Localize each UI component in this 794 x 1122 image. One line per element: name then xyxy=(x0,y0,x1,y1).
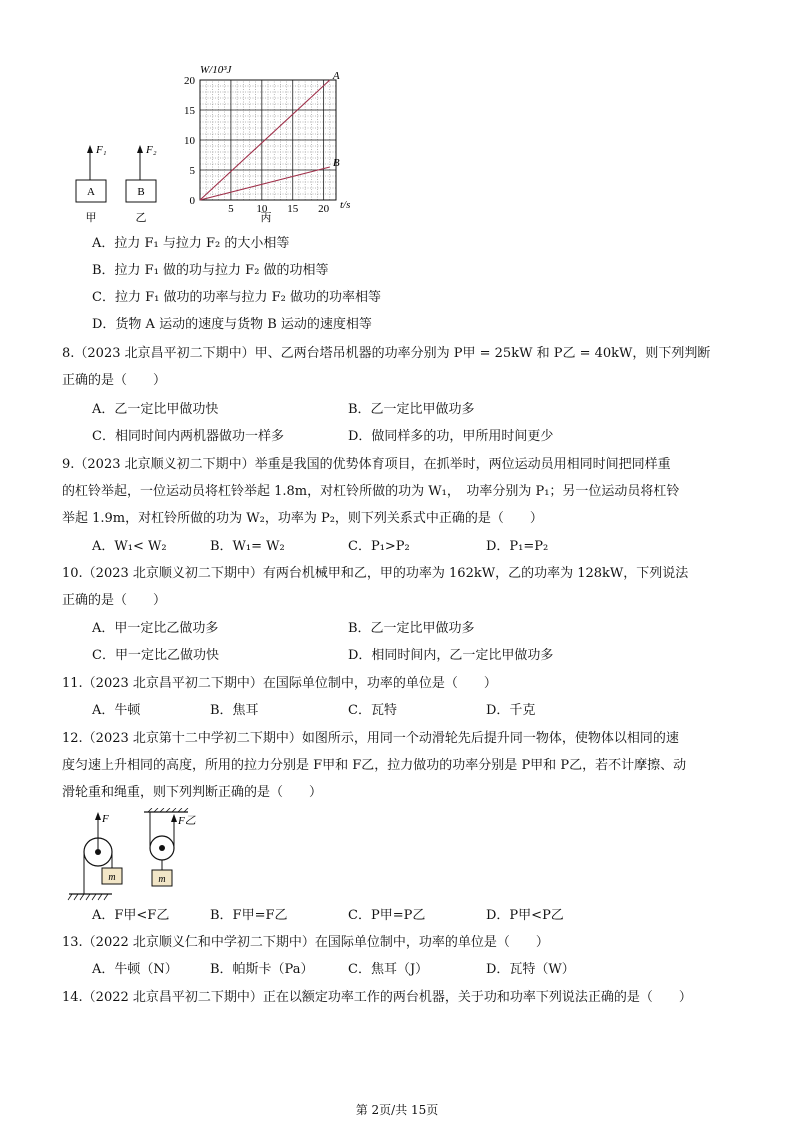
q9-option-a: A．W₁< W₂ xyxy=(92,539,167,554)
q9-option-c: C．P₁>P₂ xyxy=(348,539,410,554)
q8-option-c: C．相同时间内两机器做功一样多 xyxy=(92,429,284,444)
q11-option-a: A．牛顿 xyxy=(92,703,141,718)
q8-stem-line-2: 正确的是（ ） xyxy=(62,373,167,388)
x-axis-label: t/s xyxy=(340,199,351,211)
q7-option-a: A．拉力 F₁ 与拉力 F₂ 的大小相等 xyxy=(92,236,290,251)
block-a-diagram xyxy=(76,144,107,224)
q12-option-d: D．P甲<P乙 xyxy=(486,908,564,923)
mass-yi-label: m xyxy=(158,874,166,885)
q12-stem-line-2: 度匀速上升相同的高度，所用的拉力分别是 F甲和 F乙，拉力做功的功率分别是 P甲和 P乙，若不计摩擦、动 xyxy=(62,758,687,773)
q12-option-c: C．P甲=P乙 xyxy=(348,908,426,923)
force-yi-label: F乙 xyxy=(178,815,196,827)
q12-stem-line-1: 12.（2023 北京第十二中学初二下期中）如图所示，用同一个动滑轮先后提升同一物体，使物体以相同的速 xyxy=(62,731,679,746)
page-footer: 第 2页/共 15页 xyxy=(355,1103,439,1117)
q13-option-a: A．牛顿（N） xyxy=(92,962,178,977)
q8-option-d: D．做同样多的功，甲所用时间更少 xyxy=(348,429,554,444)
q9-stem-line-1: 9.（2023 北京顺义初二下期中）举重是我国的优势体育项目，在抓举时，两位运动员用相同时间把同样重 xyxy=(62,457,671,472)
q12-pulley-figure xyxy=(64,808,214,903)
q11-option-b: B．焦耳 xyxy=(210,703,259,718)
q11-stem-line-1: 11.（2023 北京昌平初二下期中）在国际单位制中，功率的单位是（ ） xyxy=(62,676,497,691)
q9-option-d: D．P₁=P₂ xyxy=(486,539,549,554)
y-tick-label: 5 xyxy=(189,165,195,177)
y-tick-label: 15 xyxy=(184,105,195,117)
q12-stem-line-3: 滑轮重和绳重，则下列判断正确的是（ ） xyxy=(62,785,323,800)
q7-option-b: B．拉力 F₁ 做的功与拉力 F₂ 做的功相等 xyxy=(92,263,329,278)
box-a-label: A xyxy=(87,186,95,198)
series-line-b xyxy=(200,167,330,200)
x-tick-label: 15 xyxy=(287,203,299,215)
label-bing: 丙 xyxy=(260,212,272,224)
q8-stem-line-1: 8.（2023 北京昌平初二下期中）甲、乙两台塔吊机器的功率分别为 P甲 = 25kW 和 P乙 = 40kW，则下列判断 xyxy=(62,346,711,361)
q10-option-c: C．甲一定比乙做功快 xyxy=(92,648,219,663)
pulley-jia-diagram xyxy=(68,812,122,900)
work-time-chart xyxy=(184,64,350,224)
q9-stem-line-2: 的杠铃举起，一位运动员将杠铃举起 1.8m，对杠铃所做的功为 W₁， 功率分别为 P₁；另一位运动员将杠铃 xyxy=(62,484,680,499)
q9-option-b: B．W₁= W₂ xyxy=(210,539,285,554)
label-yi: 乙 xyxy=(135,212,147,224)
q10-stem-line-2: 正确的是（ ） xyxy=(62,593,167,608)
x-tick-label: 5 xyxy=(228,203,234,215)
q7-figure xyxy=(60,55,380,225)
force-2-label: F₂ xyxy=(146,144,157,156)
y-tick-label: 10 xyxy=(184,135,195,147)
mass-jia-label: m xyxy=(108,872,116,883)
y-axis-label: W/10³J xyxy=(200,64,232,76)
q10-option-a: A．甲一定比乙做功多 xyxy=(92,621,219,636)
q11-option-c: C．瓦特 xyxy=(348,703,397,718)
q13-stem-line-1: 13.（2022 北京顺义仁和中学初二下期中）在国际单位制中，功率的单位是（ ） xyxy=(62,935,549,950)
force-jia-label: F xyxy=(102,813,109,825)
q11-option-d: D．千克 xyxy=(486,703,536,718)
x-tick-label: 10 xyxy=(256,203,268,215)
q10-option-b: B．乙一定比甲做功多 xyxy=(348,621,475,636)
q8-option-a: A．乙一定比甲做功快 xyxy=(92,402,219,417)
q12-option-b: B．F甲=F乙 xyxy=(210,908,288,923)
series-label-a: A xyxy=(332,70,340,82)
q13-option-b: B．帕斯卡（Pa） xyxy=(210,962,314,977)
y-tick-label: 0 xyxy=(189,195,195,207)
block-b-diagram xyxy=(126,144,157,224)
q10-option-d: D．相同时间内，乙一定比甲做功多 xyxy=(348,648,554,663)
q12-option-a: A．F甲<F乙 xyxy=(92,908,170,923)
q7-option-c: C．拉力 F₁ 做功的功率与拉力 F₂ 做功的功率相等 xyxy=(92,290,381,305)
q7-option-d: D．货物 A 运动的速度与货物 B 运动的速度相等 xyxy=(92,317,372,332)
label-jia: 甲 xyxy=(85,212,97,224)
q10-stem-line-1: 10.（2023 北京顺义初二下期中）有两台机械甲和乙，甲的功率为 162kW，乙的功率为 128kW，下列说法 xyxy=(62,566,689,581)
force-1-label: F₁ xyxy=(96,144,107,156)
y-tick-label: 20 xyxy=(184,75,195,87)
q9-stem-line-3: 举起 1.9m，对杠铃所做的功为 W₂，功率为 P₂，则下列关系式中正确的是（ ） xyxy=(62,511,543,526)
q13-option-c: C．焦耳（J） xyxy=(348,962,429,977)
pulley-yi-diagram xyxy=(144,808,196,886)
box-b-label: B xyxy=(137,186,145,198)
x-tick-label: 20 xyxy=(318,203,330,215)
series-label-b: B xyxy=(332,157,340,169)
q8-option-b: B．乙一定比甲做功多 xyxy=(348,402,475,417)
q13-option-d: D．瓦特（W） xyxy=(486,962,575,977)
q14-stem-line-1: 14.（2022 北京昌平初二下期中）正在以额定功率工作的两台机器，关于功和功率下列说法正确的是（ ） xyxy=(62,990,692,1005)
